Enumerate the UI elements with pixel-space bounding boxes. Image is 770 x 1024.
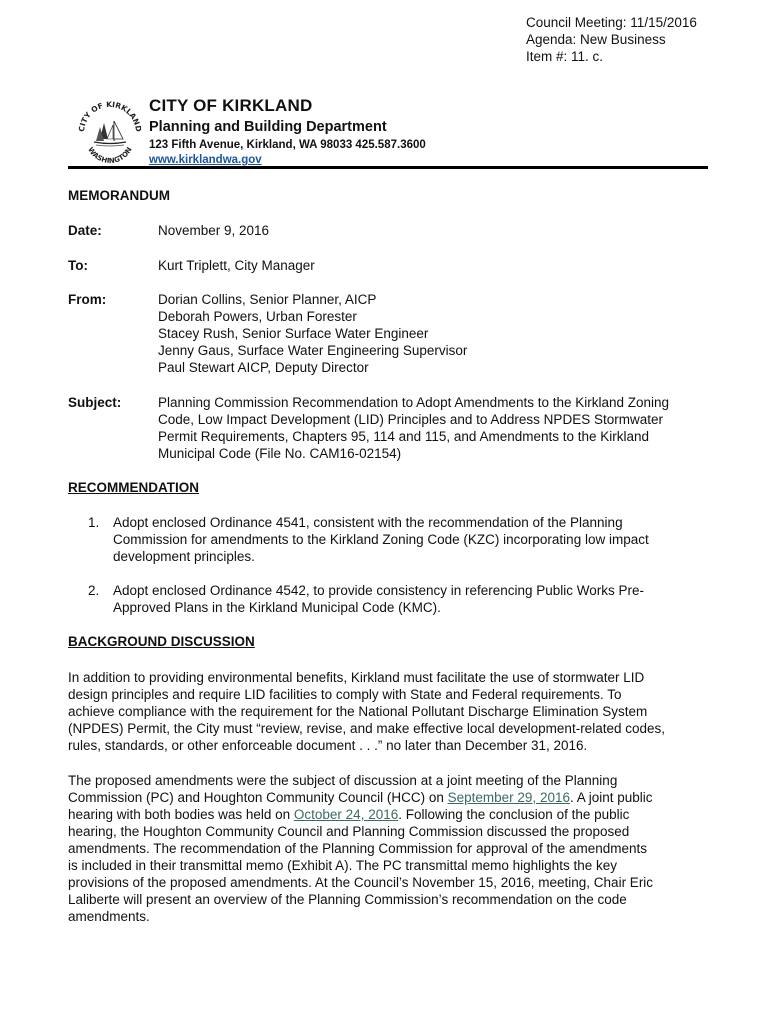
subject-line: Municipal Code (File No. CAM16-02154) — [158, 446, 402, 461]
recommendation-item — [88, 514, 713, 565]
memo-type: MEMORANDUM — [68, 188, 170, 203]
paragraph-line: hearing, the Houghton Community Council and Planning Commission discussed the proposed — [68, 824, 630, 839]
paragraph-line: amendments. — [68, 909, 150, 924]
from-person: Dorian Collins, Senior Planner, AICP — [158, 292, 377, 307]
department-address: 123 Fifth Avenue, Kirkland, WA 98033 425.587.3600 — [149, 139, 426, 151]
to-label: To: — [68, 258, 88, 273]
paragraph-line: rules, standards, or other enforceable document . . .” no later than December 31, 2016. — [68, 738, 588, 753]
paragraph-line: amendments. The recommendation of the Planning Commission for approval of the amendments — [68, 841, 648, 856]
letterhead-divider — [68, 166, 708, 169]
agenda-type: Agenda: New Business — [526, 32, 666, 47]
september-29-meeting-link[interactable]: September 29, 2016 — [447, 790, 570, 805]
recommendation-heading: RECOMMENDATION — [68, 480, 199, 495]
background-paragraph-1 — [68, 669, 708, 754]
paragraph-line: The proposed amendments were the subject of discussion at a joint meeting of the Planning — [68, 773, 618, 788]
city-name: CITY OF KIRKLAND — [149, 96, 313, 115]
from-person: Stacey Rush, Senior Surface Water Engineer — [158, 326, 429, 341]
paragraph-line: achieve compliance with the requirement for the National Pollutant Discharge Elimination System — [68, 704, 648, 719]
subject-line: Permit Requirements, Chapters 95, 114 and 115, and Amendments to the Kirkland — [158, 429, 650, 444]
text-segment: hearing with both bodies was held on — [68, 807, 294, 822]
date-value: November 9, 2016 — [158, 223, 270, 238]
list-number: 2. — [88, 583, 100, 598]
recommendation-line: Commission for amendments to the Kirkland Zoning Code (KZC) incorporating low impact — [113, 532, 649, 547]
paragraph-line: is included in their transmittal memo (Exhibit A). The PC transmittal memo highlights the key — [68, 858, 617, 873]
background-heading: BACKGROUND DISCUSSION — [68, 634, 255, 649]
department-name: Planning and Building Department — [149, 119, 387, 135]
paragraph-line — [68, 806, 708, 823]
text-segment: . A joint public — [569, 790, 653, 805]
text-segment: Commission (PC) and Houghton Community Council (HCC) on — [68, 790, 448, 805]
city-seal-logo — [74, 95, 146, 167]
subject-line: Code, Low Impact Development (LID) Principles and to Address NPDES Stormwater — [158, 412, 663, 427]
meeting-info — [526, 14, 697, 65]
paragraph-line: (NPDES) Permit, the City must “review, revise, and make effective local development-related codes, — [68, 721, 665, 736]
october-24-hearing-link[interactable]: October 24, 2016 — [293, 807, 399, 822]
text-segment: . Following the conclusion of the public — [398, 807, 630, 822]
to-value: Kurt Triplett, City Manager — [158, 258, 315, 273]
recommendation-list — [88, 514, 713, 616]
paragraph-line — [68, 789, 708, 806]
item-number: Item #: 11. c. — [526, 49, 604, 64]
recommendation-item — [88, 582, 713, 616]
from-label: From: — [68, 292, 107, 307]
subject-label: Subject: — [68, 395, 122, 410]
from-person: Deborah Powers, Urban Forester — [158, 309, 357, 324]
paragraph-line: In addition to providing environmental benefits, Kirkland must facilitate the use of stormwater LID — [68, 670, 645, 685]
svg-text:CITY OF KIRKLAND: CITY OF KIRKLAND — [76, 99, 144, 133]
background-paragraph-2 — [68, 772, 708, 925]
recommendation-line: Adopt enclosed Ordinance 4542, to provide consistency in referencing Public Works Pre- — [113, 583, 645, 598]
recommendation-line: Adopt enclosed Ordinance 4541, consistent with the recommendation of the Planning — [113, 515, 623, 530]
recommendation-line: development principles. — [113, 549, 255, 564]
paragraph-line: Laliberte will present an overview of the Planning Commission’s recommendation on the code — [68, 892, 627, 907]
website-link[interactable]: www.kirklandwa.gov — [149, 154, 262, 166]
paragraph-line: provisions of the proposed amendments. At the Council’s November 15, 2016, meeting, Chair Eric — [68, 875, 654, 890]
letterhead — [149, 96, 426, 168]
paragraph-line: design principles and require LID facilities to comply with State and Federal requirements. To — [68, 687, 622, 702]
from-person: Paul Stewart AICP, Deputy Director — [158, 360, 369, 375]
from-person: Jenny Gaus, Surface Water Engineering Supervisor — [158, 343, 468, 358]
council-meeting-date: Council Meeting: 11/15/2016 — [526, 15, 697, 30]
recommendation-line: Approved Plans in the Kirkland Municipal Code (KMC). — [113, 600, 441, 615]
list-number: 1. — [88, 515, 100, 530]
date-label: Date: — [68, 223, 102, 238]
svg-text:WASHINGTON: WASHINGTON — [86, 145, 134, 166]
subject-line: Planning Commission Recommendation to Adopt Amendments to the Kirkland Zoning — [158, 395, 670, 410]
